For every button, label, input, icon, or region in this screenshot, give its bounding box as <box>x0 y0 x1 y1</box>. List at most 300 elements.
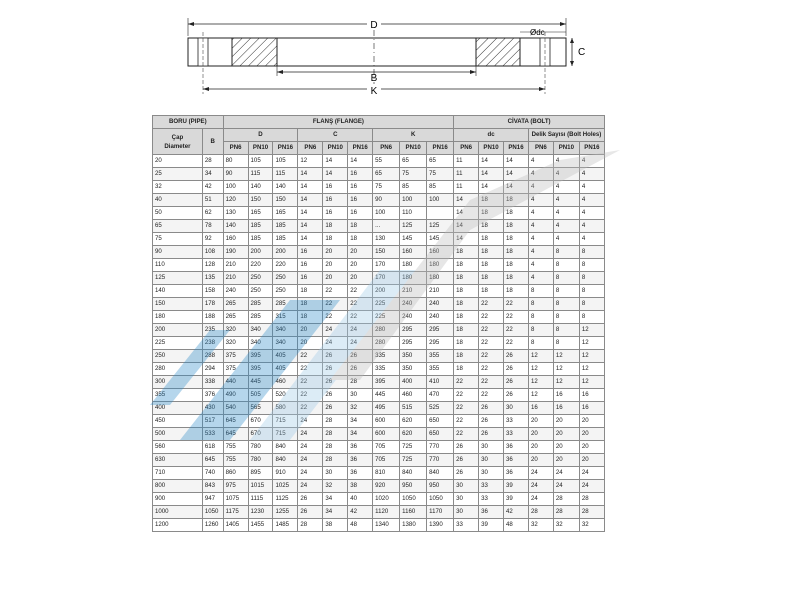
table-row <box>153 181 605 194</box>
cell-holes-pn6: 16 <box>528 402 553 415</box>
cell-dc-pn16: 48 <box>504 519 529 532</box>
cell-holes-pn6: 4 <box>528 168 553 181</box>
cell-holes-pn16: 12 <box>579 337 604 350</box>
dimension-b-label: B <box>370 73 378 84</box>
cell-holes-pn10: 24 <box>553 480 579 493</box>
cell-c-pn6: 22 <box>298 389 323 402</box>
cell-b: 1260 <box>202 519 223 532</box>
cell-c-pn10: 26 <box>323 363 348 376</box>
cell-dc-pn6: 26 <box>454 454 479 467</box>
cell-k-pn16: 410 <box>427 376 454 389</box>
cell-d-pn16: 715 <box>273 428 298 441</box>
header-bolt-holes: Delik Sayısı (Bolt Holes) <box>528 129 604 142</box>
dimension-c <box>570 38 585 66</box>
cell-holes-pn16: 8 <box>579 246 604 259</box>
cell-d-pn10: 285 <box>248 311 273 324</box>
cell-d-pn6: 1075 <box>223 493 248 506</box>
cell-k-pn10: 240 <box>400 298 427 311</box>
cell-k-pn10: 110 <box>400 207 427 220</box>
cell-c-pn10: 22 <box>323 285 348 298</box>
cell-b: 51 <box>202 194 223 207</box>
cell-d-pn10: 670 <box>248 428 273 441</box>
cell-holes-pn10: 4 <box>553 233 579 246</box>
cell-c-pn6: 20 <box>298 324 323 337</box>
table-row <box>153 207 605 220</box>
cell-k-pn6: 335 <box>373 363 400 376</box>
cell-k-pn6: 810 <box>373 467 400 480</box>
cell-d-pn10: 220 <box>248 259 273 272</box>
cell-dc-pn6: 14 <box>454 220 479 233</box>
cell-k-pn16: 650 <box>427 415 454 428</box>
cell-c-pn10: 30 <box>323 467 348 480</box>
cell-k-pn16: 240 <box>427 311 454 324</box>
cell-holes-pn10: 28 <box>553 493 579 506</box>
header-d-pn16: PN16 <box>273 142 298 155</box>
cell-holes-pn6: 4 <box>528 207 553 220</box>
cell-c-pn16: 14 <box>348 155 373 168</box>
cell-b: 645 <box>202 454 223 467</box>
cell-holes-pn10: 8 <box>553 337 579 350</box>
cell-c-pn6: 24 <box>298 480 323 493</box>
cell-d-pn10: 505 <box>248 389 273 402</box>
cell-dc-pn6: 18 <box>454 285 479 298</box>
flange-technical-drawing <box>0 0 787 115</box>
cell-holes-pn16: 20 <box>579 454 604 467</box>
cell-k-pn10: 295 <box>400 324 427 337</box>
cell-holes-pn16: 20 <box>579 415 604 428</box>
cell-dc-pn16: 22 <box>504 337 529 350</box>
cell-d-pn10: 165 <box>248 207 273 220</box>
cell-diameter: 300 <box>153 376 203 389</box>
cell-dc-pn16: 26 <box>504 389 529 402</box>
cell-dc-pn10: 14 <box>479 181 504 194</box>
cell-diameter: 560 <box>153 441 203 454</box>
cell-k-pn6: 65 <box>373 168 400 181</box>
cell-k-pn6: 200 <box>373 285 400 298</box>
cell-k-pn6: ... <box>373 220 400 233</box>
cell-k-pn10: 1380 <box>400 519 427 532</box>
cell-k-pn16: 1170 <box>427 506 454 519</box>
cell-k-pn16: 295 <box>427 337 454 350</box>
cell-k-pn6: 705 <box>373 441 400 454</box>
cell-dc-pn6: 22 <box>454 402 479 415</box>
cell-dc-pn10: 22 <box>479 311 504 324</box>
cell-k-pn6: 920 <box>373 480 400 493</box>
cell-holes-pn16: 8 <box>579 285 604 298</box>
cell-b: 28 <box>202 155 223 168</box>
cell-c-pn16: 20 <box>348 272 373 285</box>
cell-d-pn10: 445 <box>248 376 273 389</box>
cell-holes-pn6: 4 <box>528 246 553 259</box>
cell-k-pn10: 125 <box>400 220 427 233</box>
cell-c-pn6: 18 <box>298 285 323 298</box>
cell-c-pn6: 18 <box>298 311 323 324</box>
cell-c-pn16: 34 <box>348 415 373 428</box>
header-bolt-holes-pn10: PN10 <box>553 142 579 155</box>
dimension-c-label: C <box>578 47 586 58</box>
cell-diameter: 450 <box>153 415 203 428</box>
cell-k-pn16: 75 <box>427 168 454 181</box>
cell-dc-pn6: 18 <box>454 337 479 350</box>
cell-dc-pn16: 18 <box>504 207 529 220</box>
cell-holes-pn6: 4 <box>528 220 553 233</box>
cell-holes-pn6: 4 <box>528 259 553 272</box>
cell-holes-pn6: 8 <box>528 337 553 350</box>
cell-c-pn10: 18 <box>323 233 348 246</box>
cell-diameter: 900 <box>153 493 203 506</box>
cell-d-pn16: 460 <box>273 376 298 389</box>
cell-diameter: 65 <box>153 220 203 233</box>
cell-dc-pn16: 26 <box>504 350 529 363</box>
header-d: D <box>223 129 298 142</box>
cell-d-pn6: 265 <box>223 298 248 311</box>
cell-c-pn10: 34 <box>323 493 348 506</box>
cell-d-pn10: 250 <box>248 285 273 298</box>
cell-c-pn16: 36 <box>348 454 373 467</box>
cell-dc-pn16: 18 <box>504 259 529 272</box>
cell-d-pn16: 580 <box>273 402 298 415</box>
header-k-pn6: PN6 <box>373 142 400 155</box>
cell-k-pn16: 1050 <box>427 493 454 506</box>
cell-dc-pn16: 33 <box>504 428 529 441</box>
header-c: C <box>298 129 373 142</box>
cell-k-pn10: 1160 <box>400 506 427 519</box>
cell-holes-pn6: 12 <box>528 389 553 402</box>
header-k-pn16: PN16 <box>427 142 454 155</box>
cell-d-pn16: 185 <box>273 220 298 233</box>
cell-holes-pn6: 8 <box>528 311 553 324</box>
cell-dc-pn6: 18 <box>454 350 479 363</box>
cell-holes-pn6: 20 <box>528 415 553 428</box>
cell-diameter: 25 <box>153 168 203 181</box>
cell-d-pn10: 285 <box>248 298 273 311</box>
cell-b: 430 <box>202 402 223 415</box>
cell-holes-pn10: 4 <box>553 168 579 181</box>
cell-d-pn6: 755 <box>223 441 248 454</box>
cell-c-pn6: 14 <box>298 168 323 181</box>
cell-holes-pn16: 16 <box>579 389 604 402</box>
dimension-dc <box>520 28 566 37</box>
cell-c-pn16: 16 <box>348 194 373 207</box>
cell-c-pn6: 14 <box>298 220 323 233</box>
cell-dc-pn16: 39 <box>504 480 529 493</box>
cell-holes-pn10: 8 <box>553 285 579 298</box>
cell-k-pn16: 180 <box>427 272 454 285</box>
cell-diameter: 710 <box>153 467 203 480</box>
cell-c-pn10: 28 <box>323 428 348 441</box>
cell-k-pn10: 210 <box>400 285 427 298</box>
cell-dc-pn6: 30 <box>454 506 479 519</box>
cell-dc-pn10: 18 <box>479 246 504 259</box>
cell-dc-pn16: 39 <box>504 493 529 506</box>
cell-dc-pn10: 18 <box>479 233 504 246</box>
cell-d-pn16: 715 <box>273 415 298 428</box>
cell-b: 533 <box>202 428 223 441</box>
cell-d-pn6: 540 <box>223 402 248 415</box>
cell-d-pn16: 115 <box>273 168 298 181</box>
cell-c-pn6: 24 <box>298 454 323 467</box>
cell-d-pn6: 210 <box>223 259 248 272</box>
table-row <box>153 428 605 441</box>
cell-holes-pn16: 28 <box>579 493 604 506</box>
cell-k-pn6: 225 <box>373 298 400 311</box>
cell-diameter: 1000 <box>153 506 203 519</box>
cell-c-pn6: 26 <box>298 506 323 519</box>
cell-dc-pn6: 26 <box>454 467 479 480</box>
cell-dc-pn6: 22 <box>454 376 479 389</box>
cell-holes-pn6: 24 <box>528 480 553 493</box>
cell-diameter: 355 <box>153 389 203 402</box>
cell-b: 92 <box>202 233 223 246</box>
cell-dc-pn6: 26 <box>454 441 479 454</box>
cell-holes-pn10: 20 <box>553 428 579 441</box>
cell-k-pn16: 355 <box>427 363 454 376</box>
cell-b: 618 <box>202 441 223 454</box>
table-row <box>153 311 605 324</box>
cell-dc-pn6: 18 <box>454 272 479 285</box>
cell-holes-pn10: 20 <box>553 454 579 467</box>
cell-c-pn10: 14 <box>323 155 348 168</box>
cell-d-pn6: 490 <box>223 389 248 402</box>
header-dc: dc <box>454 129 529 142</box>
cell-dc-pn16: 36 <box>504 467 529 480</box>
cell-c-pn6: 14 <box>298 207 323 220</box>
cell-holes-pn10: 8 <box>553 259 579 272</box>
cell-d-pn16: 1255 <box>273 506 298 519</box>
cell-dc-pn10: 18 <box>479 259 504 272</box>
cell-holes-pn10: 8 <box>553 246 579 259</box>
cell-b: 128 <box>202 259 223 272</box>
cell-holes-pn6: 24 <box>528 467 553 480</box>
cell-holes-pn6: 12 <box>528 363 553 376</box>
cell-c-pn16: 40 <box>348 493 373 506</box>
cell-c-pn6: 14 <box>298 181 323 194</box>
cell-k-pn10: 295 <box>400 337 427 350</box>
cell-k-pn16: 295 <box>427 324 454 337</box>
cell-holes-pn10: 24 <box>553 467 579 480</box>
table-row <box>153 402 605 415</box>
cell-c-pn16: 16 <box>348 168 373 181</box>
cell-d-pn16: 840 <box>273 454 298 467</box>
cell-k-pn16: 240 <box>427 298 454 311</box>
cell-b: 288 <box>202 350 223 363</box>
dimension-d <box>188 18 566 36</box>
cell-d-pn10: 185 <box>248 233 273 246</box>
cell-c-pn16: 20 <box>348 246 373 259</box>
cell-holes-pn10: 20 <box>553 415 579 428</box>
cell-d-pn6: 1175 <box>223 506 248 519</box>
cell-holes-pn10: 4 <box>553 194 579 207</box>
cell-k-pn16: 210 <box>427 285 454 298</box>
cell-k-pn10: 840 <box>400 467 427 480</box>
table-row <box>153 194 605 207</box>
cell-k-pn16: 145 <box>427 233 454 246</box>
cell-k-pn16: 770 <box>427 441 454 454</box>
cell-k-pn16: 525 <box>427 402 454 415</box>
cell-d-pn16: 220 <box>273 259 298 272</box>
cell-k-pn10: 620 <box>400 428 427 441</box>
cell-holes-pn10: 12 <box>553 376 579 389</box>
cell-d-pn10: 565 <box>248 402 273 415</box>
header-k: K <box>373 129 454 142</box>
cell-holes-pn16: 4 <box>579 181 604 194</box>
cell-k-pn6: 395 <box>373 376 400 389</box>
cell-d-pn16: 285 <box>273 298 298 311</box>
cell-holes-pn10: 4 <box>553 155 579 168</box>
cell-k-pn16: 65 <box>427 155 454 168</box>
cell-k-pn6: 280 <box>373 324 400 337</box>
header-bolt-holes-pn16: PN16 <box>579 142 604 155</box>
cell-holes-pn10: 20 <box>553 441 579 454</box>
table-row <box>153 285 605 298</box>
cell-c-pn16: 26 <box>348 350 373 363</box>
cell-k-pn6: 600 <box>373 428 400 441</box>
cell-c-pn10: 34 <box>323 506 348 519</box>
cell-k-pn6: 55 <box>373 155 400 168</box>
table-row <box>153 350 605 363</box>
cell-holes-pn10: 32 <box>553 519 579 532</box>
cell-holes-pn6: 12 <box>528 376 553 389</box>
cell-d-pn6: 755 <box>223 454 248 467</box>
cell-holes-pn10: 8 <box>553 298 579 311</box>
table-row <box>153 363 605 376</box>
cell-c-pn16: 36 <box>348 467 373 480</box>
cell-d-pn6: 265 <box>223 311 248 324</box>
cell-dc-pn6: 30 <box>454 493 479 506</box>
cell-d-pn6: 240 <box>223 285 248 298</box>
cell-holes-pn6: 20 <box>528 454 553 467</box>
cell-diameter: 140 <box>153 285 203 298</box>
cell-holes-pn16: 4 <box>579 168 604 181</box>
table-row <box>153 376 605 389</box>
cell-c-pn6: 14 <box>298 194 323 207</box>
cell-holes-pn16: 4 <box>579 194 604 207</box>
cell-holes-pn10: 12 <box>553 363 579 376</box>
cell-dc-pn6: 22 <box>454 389 479 402</box>
table-row <box>153 506 605 519</box>
header-dc-pn16: PN16 <box>504 142 529 155</box>
cell-c-pn16: 20 <box>348 259 373 272</box>
cell-c-pn10: 16 <box>323 194 348 207</box>
cell-c-pn16: 24 <box>348 337 373 350</box>
cell-holes-pn16: 12 <box>579 324 604 337</box>
cell-holes-pn6: 12 <box>528 350 553 363</box>
cell-diameter: 630 <box>153 454 203 467</box>
cell-k-pn16: 470 <box>427 389 454 402</box>
cell-holes-pn6: 24 <box>528 493 553 506</box>
cell-holes-pn16: 4 <box>579 233 604 246</box>
cell-c-pn6: 14 <box>298 233 323 246</box>
header-b: B <box>202 129 223 155</box>
cell-b: 42 <box>202 181 223 194</box>
table-row <box>153 259 605 272</box>
cell-c-pn16: 38 <box>348 480 373 493</box>
cell-b: 178 <box>202 298 223 311</box>
cell-k-pn16: 950 <box>427 480 454 493</box>
cell-k-pn6: 445 <box>373 389 400 402</box>
cell-holes-pn16: 8 <box>579 311 604 324</box>
cell-c-pn6: 28 <box>298 519 323 532</box>
table-row <box>153 415 605 428</box>
cell-k-pn10: 100 <box>400 194 427 207</box>
cell-k-pn6: 75 <box>373 181 400 194</box>
cell-k-pn6: 225 <box>373 311 400 324</box>
cell-holes-pn10: 16 <box>553 402 579 415</box>
cell-d-pn6: 645 <box>223 428 248 441</box>
cell-dc-pn16: 22 <box>504 324 529 337</box>
cell-c-pn16: 22 <box>348 311 373 324</box>
cell-holes-pn16: 8 <box>579 259 604 272</box>
cell-d-pn10: 780 <box>248 454 273 467</box>
header-bolt-group: CİVATA (BOLT) <box>454 116 605 129</box>
cell-holes-pn6: 8 <box>528 298 553 311</box>
cell-k-pn16 <box>427 207 454 220</box>
cell-d-pn16: 200 <box>273 246 298 259</box>
cell-d-pn6: 860 <box>223 467 248 480</box>
cell-c-pn6: 22 <box>298 363 323 376</box>
cell-diameter: 180 <box>153 311 203 324</box>
cell-b: 238 <box>202 337 223 350</box>
cell-dc-pn10: 30 <box>479 467 504 480</box>
cell-holes-pn16: 4 <box>579 207 604 220</box>
cell-dc-pn10: 26 <box>479 415 504 428</box>
cell-d-pn6: 160 <box>223 233 248 246</box>
cell-k-pn6: 1020 <box>373 493 400 506</box>
table-body <box>153 155 605 532</box>
table-header <box>153 116 605 155</box>
cell-k-pn6: 1340 <box>373 519 400 532</box>
header-dc-pn10: PN10 <box>479 142 504 155</box>
cell-holes-pn6: 32 <box>528 519 553 532</box>
cell-d-pn6: 375 <box>223 350 248 363</box>
cell-b: 947 <box>202 493 223 506</box>
cell-d-pn16: 315 <box>273 311 298 324</box>
cell-c-pn10: 28 <box>323 415 348 428</box>
cell-diameter: 500 <box>153 428 203 441</box>
cell-holes-pn16: 16 <box>579 402 604 415</box>
cell-c-pn10: 20 <box>323 259 348 272</box>
cell-k-pn16: 125 <box>427 220 454 233</box>
cell-c-pn6: 22 <box>298 402 323 415</box>
cell-dc-pn10: 18 <box>479 272 504 285</box>
cell-dc-pn16: 42 <box>504 506 529 519</box>
cell-c-pn10: 18 <box>323 220 348 233</box>
cell-d-pn10: 105 <box>248 155 273 168</box>
cell-d-pn6: 80 <box>223 155 248 168</box>
header-pipe-group: BORU (PIPE) <box>153 116 224 129</box>
cell-d-pn10: 395 <box>248 350 273 363</box>
cell-holes-pn10: 8 <box>553 272 579 285</box>
cell-holes-pn16: 24 <box>579 467 604 480</box>
cell-holes-pn6: 4 <box>528 233 553 246</box>
cell-k-pn16: 100 <box>427 194 454 207</box>
cell-d-pn6: 140 <box>223 220 248 233</box>
cell-b: 108 <box>202 246 223 259</box>
cell-b: 740 <box>202 467 223 480</box>
cell-c-pn16: 48 <box>348 519 373 532</box>
cell-d-pn16: 405 <box>273 363 298 376</box>
cell-k-pn6: 170 <box>373 259 400 272</box>
header-k-pn10: PN10 <box>400 142 427 155</box>
cell-c-pn6: 16 <box>298 259 323 272</box>
cell-dc-pn16: 14 <box>504 168 529 181</box>
cell-k-pn6: 130 <box>373 233 400 246</box>
table-row <box>153 246 605 259</box>
cell-d-pn10: 200 <box>248 246 273 259</box>
header-dc-pn6: PN6 <box>454 142 479 155</box>
cell-dc-pn6: 18 <box>454 311 479 324</box>
cell-d-pn16: 340 <box>273 324 298 337</box>
